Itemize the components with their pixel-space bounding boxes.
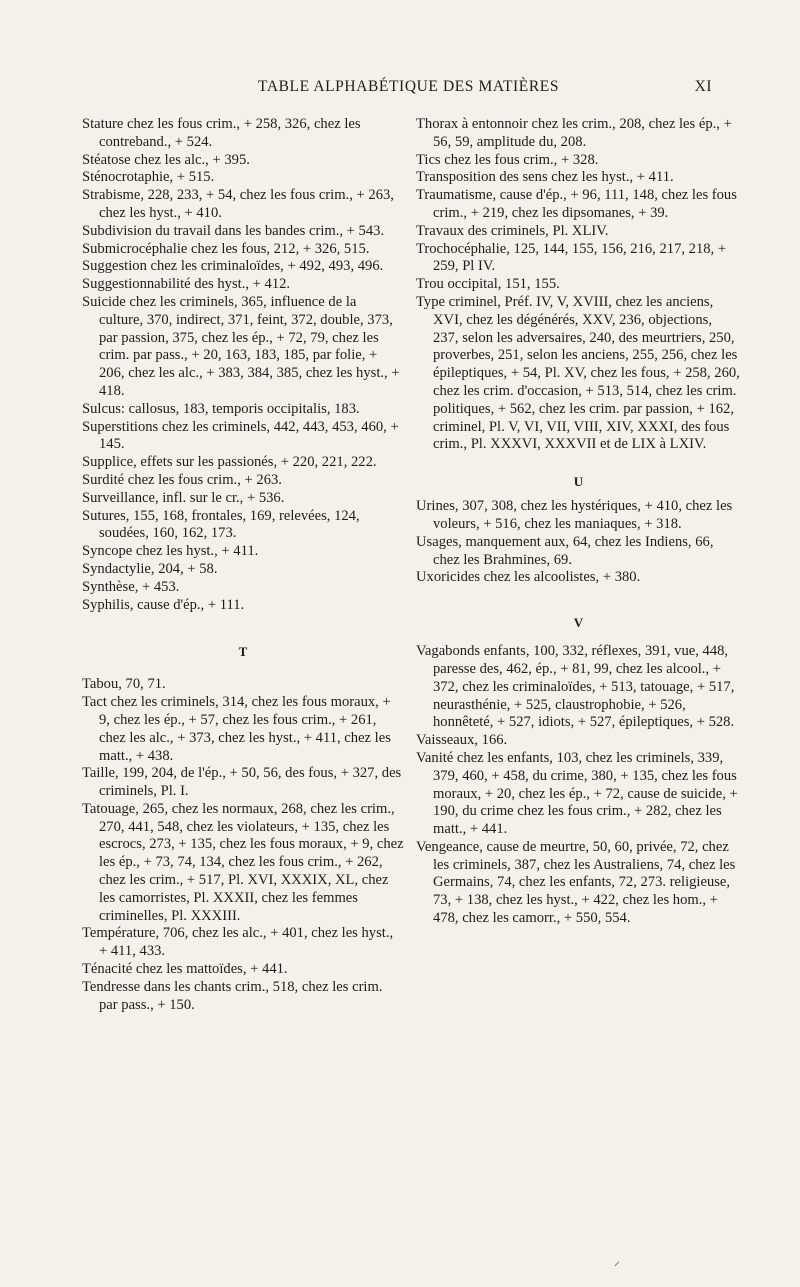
index-entry: Subdivision du travail dans les bandes crim., + 543. (82, 222, 385, 239)
index-entry: Tabou, 70, 71. (82, 676, 166, 693)
section-t-entries (82, 676, 404, 1014)
index-entry: Surveillance, infl. sur le cr., + 536. (82, 489, 285, 506)
index-entry: Suggestionnabilité des hyst., + 412. (82, 276, 291, 293)
index-entry: Syphilis, cause d'ép., + 111. (82, 596, 245, 613)
section-letter-u: U (573, 474, 584, 490)
index-entry: Syncope chez les hyst., + 411. (82, 543, 259, 560)
index-entry: Trochocéphalie, 125, 144, 155, 156, 216, 217, 218, + 259, Pl IV. (416, 240, 727, 275)
index-entry: Tatouage, 265, chez les normaux, 268, chez les crim., 270, 441, 548, chez les violateurs, + 135, chez les escrocs, 273, + 135, chez les fous moraux, + 9, chez les ép., + 73, 74, 134, chez les fous crim., + 262, chez les crim., + 517, Pl. XVI, XXXIX, XL, chez les camorristes, Pl. XXXII, chez les femmes criminelles, Pl. XXXIII. (82, 800, 404, 924)
index-entry: Tact chez les criminels, 314, chez les fous moraux, + 9, chez les ép., + 57, chez les fous crim., + 261, chez les alc., + 373, chez les hyst., + 411, chez les matt., + 438. (82, 694, 391, 764)
index-entry: Strabisme, 228, 233, + 54, chez les fous crim., + 263, chez les hyst., + 410. (82, 187, 394, 221)
index-entry: Uxoricides chez les alcoolistes, + 380. (416, 569, 641, 586)
index-entry: Submicrocéphalie chez les fous, 212, + 326, 515. (82, 240, 370, 257)
index-entry: Travaux des criminels, Pl. XLIV. (416, 222, 609, 239)
index-entry: Traumatisme, cause d'ép., + 96, 111, 148, chez les fous crim., + 219, chez les dipsomanes, + 39. (416, 187, 737, 221)
index-entry: Sténocrotaphie, + 515. (82, 169, 215, 186)
index-entry: Vagabonds enfants, 100, 332, réflexes, 391, vue, 448, paresse des, 462, ép., + 81, 99, chez les alcool., + 372, chez les criminaloïdes, + 513, tatouage, + 517, neurasthénie, + 525, claustrophobie, + 526, honnêteté, + 527, idiots, + 527, épileptiques, + 528. (416, 643, 735, 731)
section-letter-t: T (238, 644, 248, 660)
index-entry: Tendresse dans les chants crim., 518, chez les crim. par pass., + 150. (82, 978, 383, 1013)
left-column (82, 116, 404, 1014)
index-entry: Synthèse, + 453. (82, 578, 180, 595)
index-entry: Suicide chez les criminels, 365, influence de la culture, 370, indirect, 371, feint, 372, double, 373, par passion, 375, chez les ép., + 72, 79, chez les crim. par pass., + 20, 163, 183, 185, par folie, + 206, chez les alc., + 383, 384, 385, chez les hyst., + 418. (82, 293, 400, 399)
right-column (416, 116, 741, 928)
index-entry: Sutures, 155, 168, frontales, 169, relevées, 124, soudées, 160, 162, 173. (82, 507, 360, 542)
index-entry: Température, 706, chez les alc., + 401, chez les hyst., + 411, 433. (82, 925, 394, 960)
section-u-entries (416, 498, 741, 587)
index-entry: Usages, manquement aux, 64, chez les Indiens, 66, chez les Brahmines, 69. (416, 533, 714, 568)
index-entry: Vanité chez les enfants, 103, chez les criminels, 339, 379, 460, + 458, du crime, 380, + 135, chez les fous moraux, + 20, chez les ép., + 72, cause de suicide, + 190, du crime chez les fous crim., + 282, chez les matt., + 441. (416, 749, 738, 838)
index-entry: Stéatose chez les alc., + 395. (82, 151, 250, 168)
index-entry: Surdité chez les fous crim., + 263. (82, 471, 282, 488)
index-entry: Suggestion chez les criminaloïdes, + 492, 493, 496. (82, 258, 384, 275)
index-entry: Superstitions chez les criminels, 442, 443, 453, 460, + 145. (82, 418, 399, 453)
running-head (0, 78, 800, 98)
index-entry: Thorax à entonnoir chez les crim., 208, chez les ép., + 56, 59, amplitude du, 208. (416, 116, 732, 150)
index-entry: Tics chez les fous crim., + 328. (416, 151, 599, 168)
index-entry: Sulcus: callosus, 183, temporis occipitalis, 183. (82, 400, 360, 417)
section-letter-v: V (573, 615, 584, 631)
index-entry: Ténacité chez les mattoïdes, + 441. (82, 961, 288, 978)
index-entry: Vaisseaux, 166. (416, 732, 508, 749)
index-entry: Type criminel, Préf. IV, V, XVIII, chez les anciens, XVI, chez les dégénérés, XXV, 236, objections, 237, selon les adversaires, 240, des meurtriers, 250, proverbes, 251, selon les anciens, 255, 256, chez les épileptiques, + 54, Pl. XV, chez les fous, + 258, 260, chez les crim. d'occasion, + 513, 514, chez les crim. politiques, + 562, chez les crim. par passion, + 162, criminel, Pl. V, VI, VII, VIII, XIV, XXXI, des fous crim., Pl. XXXVI, XXXVII et de LIX à LXIV. (416, 293, 740, 453)
section-s-entries (82, 116, 404, 614)
index-entry: Trou occipital, 151, 155. (416, 276, 560, 293)
index-entry: Vengeance, cause de meurtre, 50, 60, privée, 72, chez les criminels, 387, chez les Australiens, 74, chez les Germains, 74, chez les enfants, 72, 273. religieuse, 73, + 138, chez les hyst., + 422, chez les hom., + 478, chez les camorr., + 550, 554. (416, 838, 736, 927)
page-number: XI (694, 78, 712, 95)
section-v-entries (416, 643, 741, 928)
section-t-continued-entries (416, 116, 741, 454)
index-entry: Supplice, effets sur les passionés, + 220, 221, 222. (82, 454, 377, 471)
index-entry: Stature chez les fous crim., + 258, 326, chez les contreband., + 524. (82, 116, 361, 150)
index-entry: Syndactylie, 204, + 58. (82, 560, 218, 577)
page-title: TABLE ALPHABÉTIQUE DES MATIÈRES (258, 78, 560, 95)
index-entry: Transposition des sens chez les hyst., + 411. (416, 169, 674, 186)
index-entry: Taille, 199, 204, de l'ép., + 50, 56, des fous, + 327, des criminels, Pl. I. (82, 765, 402, 800)
stray-print-mark: ⸝ (614, 1254, 621, 1268)
index-entry: Urines, 307, 308, chez les hystériques, + 410, chez les voleurs, + 516, chez les maniaques, + 318. (416, 498, 733, 532)
